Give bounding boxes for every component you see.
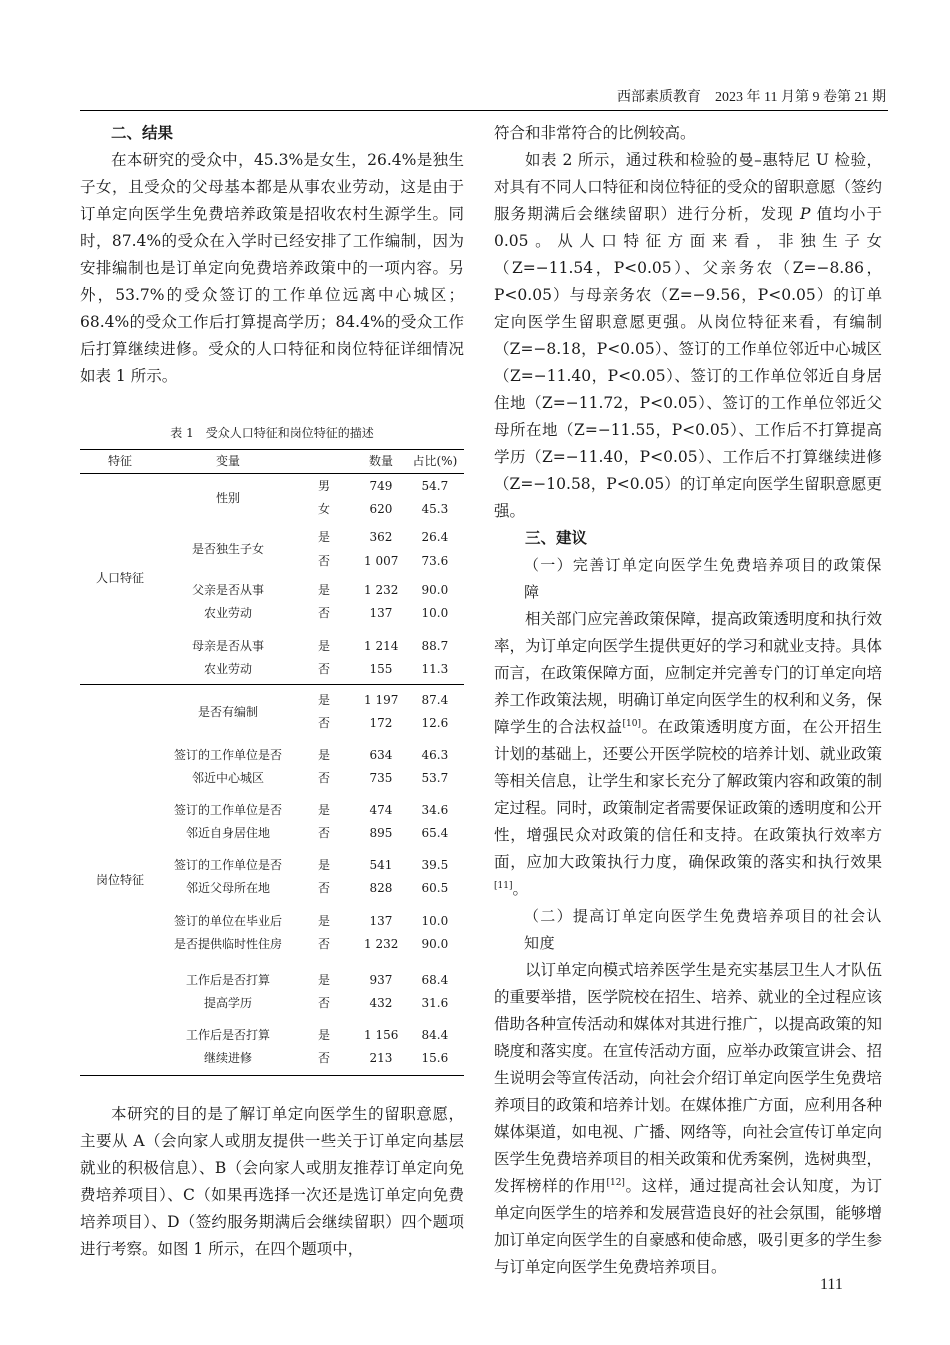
header-variable: 变量 [216,454,241,468]
cell-group: 人口特征 [96,571,145,585]
cell-category: 是 [318,1028,331,1042]
cell-variable: 是否提供临时性住房 [174,937,283,951]
analysis-text-a: 如表 2 所示，通过秩和检验的曼–惠特尼 U 检验，对具有不同人口特征和岗位特征的受众的留职意愿（签约服务期满后会继续留职）进行分析，发现 [494,151,882,223]
header-feature: 特征 [108,454,133,468]
cell-percent: 90.0 [421,937,449,951]
citation-12: [12] [606,1177,625,1188]
cell-percent: 46.3 [421,748,449,762]
cell-category: 否 [318,937,331,951]
policy-text-a: 相关部门应完善政策保障，提高政策透明度和执行效率，为订单定向医学生提供更好的学习和就业支持。具体而言，在政策保障方面，应制定并完善专门的订单定向培养工作政策法规，明确订单定向医学生的权利和义务，保障学生的合法权益 [494,610,882,736]
cell-count: 895 [369,826,393,840]
table-header-rule [80,473,464,474]
cell-category: 是 [318,858,331,872]
cell-count: 937 [369,973,393,987]
policy-text-c: 。 [512,880,528,898]
cell-percent: 12.6 [421,716,449,730]
results-paragraph: 在本研究的受众中，45.3%是女生，26.4%是独生子女，且受众的父母基本都是从事农业劳动，这是由于订单定向医学生免费培养政策是招收农村生源学生。同时，87.4%的受众在入学时已经安排了工作编制，因为安排编制也是订单定向免费培养政策中的一项内容。另外，53.7%的受众签订的工作单位远离中心城区；68.4%的受众工作后打算提高学历；84.4%的受众工作后打算继续进修。受众的人口特征和岗位特征详细情况如表 1 所示。 [80,151,464,385]
cell-variable: 邻近父母所在地 [186,881,271,895]
cell-category: 是 [318,693,331,707]
cell-category: 是 [318,530,331,544]
cell-category: 否 [318,771,331,785]
cell-category: 男 [318,479,331,493]
cell-category: 否 [318,554,331,568]
section-heading-results: 二、结果 [111,124,174,142]
cell-category: 是 [318,639,331,653]
cell-group: 岗位特征 [96,873,145,887]
cell-category: 是 [318,748,331,762]
cell-variable: 邻近自身居住地 [186,826,271,840]
subheading-policy: （一）完善订单定向医学生免费培养项目的政策保障 [524,556,882,601]
cell-variable: 是否有编制 [198,704,259,719]
cell-count: 620 [369,502,393,516]
cell-count: 1 156 [364,1028,399,1042]
cell-variable: 父亲是否从事 [192,583,265,597]
cell-percent: 34.6 [421,803,449,817]
cell-category: 否 [318,606,331,620]
left-column [80,120,464,390]
cell-percent: 68.4 [421,973,449,987]
cell-count: 155 [369,662,393,676]
cell-category: 是 [318,914,331,928]
continuation-text: 符合和非常符合的比例较高。 [494,124,696,142]
cell-percent: 10.0 [421,914,449,928]
cell-count: 474 [369,803,393,817]
cell-count: 749 [369,479,393,493]
cell-percent: 39.5 [421,858,449,872]
cell-count: 172 [369,716,393,730]
awareness-text-a: 以订单定向模式培养医学生是充实基层卫生人才队伍的重要举措，医学院校在招生、培养、就业的全过程应该借助各种宣传活动和媒体对其进行推广，以提高政策的知晓度和落实度。在宣传活动方面，应举办政策宣讲会、招生说明会等宣传活动，向社会介绍订单定向医学生免费培养项目的政策和培养计划。在媒体推广方面，应利用各种媒体渠道，如电视、广播、网络等，向社会宣传订单定向医学生免费培养项目的相关政策和优秀案例，选树典型，发挥榜样的作用 [494,961,882,1195]
cell-percent: 73.6 [421,554,449,568]
cell-percent: 15.6 [421,1051,449,1065]
table-top-rule [80,449,464,450]
cell-percent: 88.7 [421,639,449,653]
left-column-bottom [80,1101,464,1263]
cell-variable: 性别 [216,490,241,505]
cell-count: 1 214 [364,639,399,653]
right-column [494,120,882,1281]
study-purpose-paragraph: 本研究的目的是了解订单定向医学生的留职意愿，主要从 A（会向家人或朋友提供一些关于订单定向基层就业的积极信息）、B（会向家人或朋友推荐订单定向免费培养项目）、C（如果再选择一次还是选订单定向免费培养项目）、D（签约服务期满后会继续留职）四个题项进行考察。如图 1 所示，在四个题项中， [80,1105,464,1258]
citation-11: [11] [494,880,513,891]
header-count: 数量 [369,454,394,468]
cell-category: 否 [318,716,331,730]
cell-variable: 签订的工作单位是否 [174,803,283,817]
cell-count: 735 [369,771,393,785]
cell-count: 432 [369,996,393,1010]
cell-category: 是 [318,583,331,597]
cell-variable: 工作后是否打算 [186,1028,271,1042]
cell-count: 1 232 [364,937,399,951]
p-value-symbol: P [799,205,811,223]
cell-variable: 工作后是否打算 [186,973,271,987]
cell-category: 是 [318,973,331,987]
cell-variable: 签订的工作单位是否 [174,858,283,872]
awareness-paragraph [494,957,882,1281]
cell-percent: 84.4 [421,1028,449,1042]
cell-count: 1 232 [364,583,399,597]
cell-count: 1 007 [364,554,399,568]
cell-percent: 87.4 [421,693,449,707]
cell-category: 否 [318,662,331,676]
cell-variable: 继续进修 [204,1051,253,1065]
header-rule [80,110,888,111]
cell-count: 541 [369,858,393,872]
citation-10: [10] [622,718,642,729]
cell-category: 女 [318,502,331,516]
cell-category: 否 [318,826,331,840]
header-percent: 占比(%) [412,454,458,468]
cell-count: 137 [369,606,393,620]
cell-percent: 54.7 [421,479,449,493]
table-bottom-rule [80,1075,464,1076]
cell-count: 213 [369,1051,393,1065]
cell-percent: 31.6 [421,996,449,1010]
cell-count: 634 [369,748,393,762]
analysis-text-b: 值均小于 0.05。从人口特征方面来看，非独生子女（Z=−11.54，P<0.05）、父亲务农（Z=−8.86，P<0.05）与母亲务农（Z=−9.56，P<0.05）的订单定向医学生留职意愿更强。从岗位特征来看，有编制（Z=−8.18，P<0.05）、签订的工作单位邻近中心城区（Z=−11.40，P<0.05）、签订的工作单位邻近自身居住地（Z=−11.72，P<0.05）、签订的工作单位邻近父母所在地（Z=−11.55，P<0.05）、工作后不打算提高学历（Z=−11.40，P<0.05）、工作后不打算继续进修（Z=−10.58，P<0.05）的订单定向医学生留职意愿更强。 [494,205,882,520]
cell-percent: 26.4 [421,530,449,544]
cell-category: 是 [318,803,331,817]
cell-count: 1 197 [364,693,399,707]
cell-category: 否 [318,1051,331,1065]
policy-paragraph [494,606,882,903]
table-group-rule [80,684,464,685]
cell-percent: 90.0 [421,583,449,597]
table-caption: 表 1 受众人口特征和岗位特征的描述 [170,426,374,440]
cell-percent: 11.3 [421,662,449,676]
awareness-text-b: 。这样，通过提高社会认知度，为订单定向医学生的培养和发展营造良好的社会氛围，能够增加订单定向医学生的自豪感和使命感，吸引更多的学生参与订单定向医学生免费培养项目。 [494,1177,882,1276]
cell-variable: 农业劳动 [204,606,253,620]
cell-category: 否 [318,881,331,895]
cell-variable: 是否独生子女 [192,542,265,556]
subheading-awareness: （二）提高订单定向医学生免费培养项目的社会认知度 [524,907,882,952]
cell-percent: 10.0 [421,606,449,620]
cell-percent: 45.3 [421,502,449,516]
section-heading-suggestions: 三、建议 [525,529,588,547]
cell-variable: 农业劳动 [204,662,253,676]
cell-variable: 提高学历 [204,996,253,1010]
cell-variable: 签订的工作单位是否 [174,748,283,762]
cell-count: 137 [369,914,393,928]
policy-text-b: 。在政策透明度方面，在公开招生计划的基础上，还要公开医学院校的培养计划、就业政策等相关信息，让学生和家长充分了解政策内容和政策的制定过程。同时，政策制定者需要保证政策的透明度和公开性，增强民众对政策的信任和支持。在政策执行效率方面，应加大政策执行力度，确保政策的落实和执行效果 [494,718,882,871]
cell-variable: 母亲是否从事 [192,639,265,653]
cell-category: 否 [318,996,331,1010]
cell-variable: 邻近中心城区 [192,771,265,785]
cell-variable: 签订的单位在毕业后 [174,914,283,928]
cell-count: 362 [369,530,393,544]
cell-percent: 60.5 [421,881,449,895]
page-number: 111 [820,1276,843,1293]
cell-percent: 53.7 [421,771,449,785]
analysis-paragraph [494,147,882,525]
running-header: 西部素质教育 2023 年 11 月第 9 卷第 21 期 [617,90,886,105]
cell-percent: 65.4 [421,826,449,840]
data-table [80,449,464,1076]
cell-count: 828 [369,881,393,895]
